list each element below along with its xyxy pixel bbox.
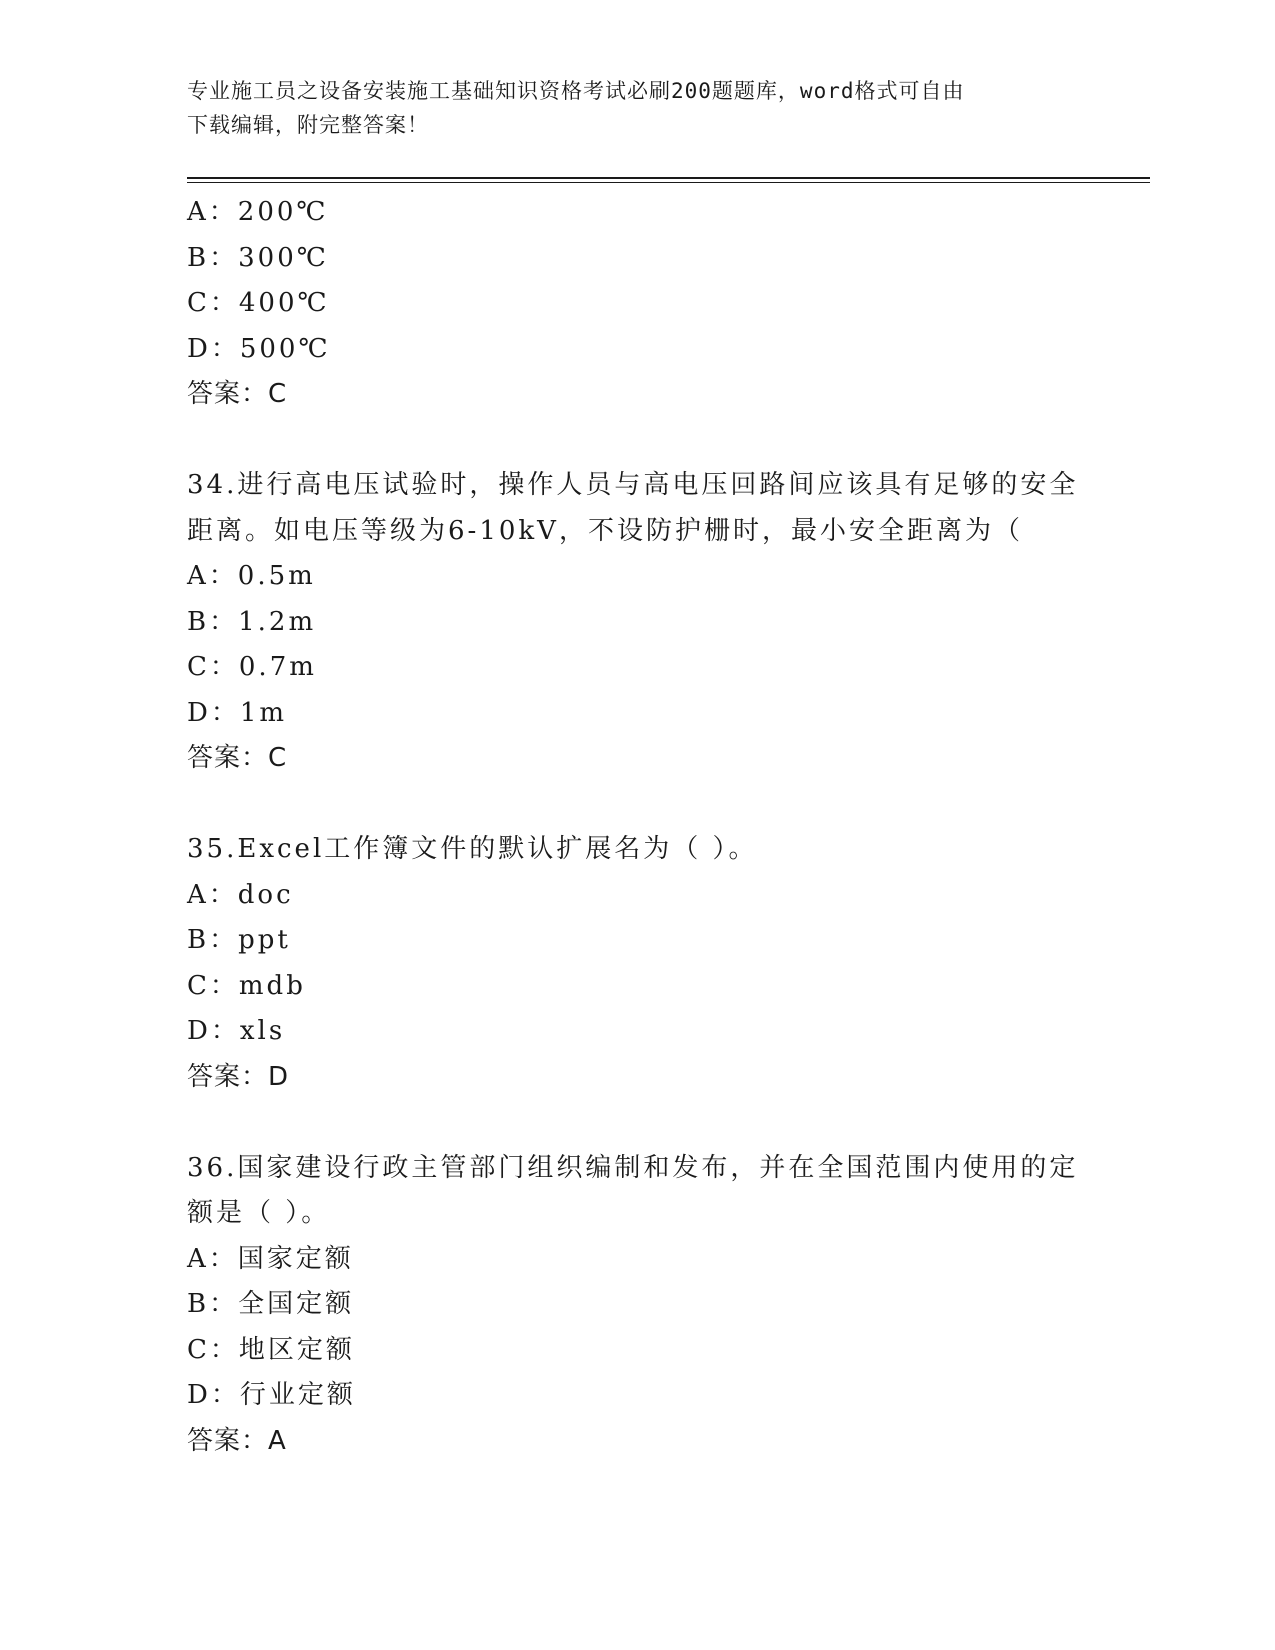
option-a: A：200℃ xyxy=(187,197,329,227)
option-b: B：1.2m xyxy=(187,606,317,637)
option-b: B：ppt xyxy=(187,925,291,955)
option-d: D：行业定额 xyxy=(187,1380,356,1410)
option-d: D：500℃ xyxy=(187,333,331,364)
answer-line: 答案：D xyxy=(187,1061,290,1092)
question-35 xyxy=(187,827,1087,1100)
option-c: C：0.7m xyxy=(187,652,317,682)
option-d: D：xls xyxy=(187,1016,286,1046)
header-line-1: 专业施工员之设备安装施工基础知识资格考试必刷200题题库，word格式可自由 xyxy=(187,79,965,103)
option-a: A：0.5m xyxy=(187,561,316,591)
question-34 xyxy=(187,463,1087,782)
spacer xyxy=(187,418,1087,464)
option-b: B：300℃ xyxy=(187,242,329,273)
option-c: C：400℃ xyxy=(187,288,330,318)
question-33 xyxy=(187,190,1087,418)
question-text-line-1: 34.进行高电压试验时，操作人员与高电压回路间应该具有足够的安全 xyxy=(187,470,1079,500)
answer-line: 答案：C xyxy=(187,743,288,773)
answer-line: 答案：C xyxy=(187,379,288,409)
document-header xyxy=(187,74,1087,142)
option-c: C：地区定额 xyxy=(187,1334,355,1365)
question-text-line-2: 额是（ ）。 xyxy=(187,1198,331,1228)
header-line-2: 下载编辑，附完整答案！ xyxy=(187,113,429,137)
option-a: A：doc xyxy=(187,879,294,910)
option-b: B：全国定额 xyxy=(187,1289,355,1319)
option-a: A：国家定额 xyxy=(187,1243,354,1274)
question-text-line-2: 距离。如电压等级为6-10kV，不设防护栅时，最小安全距离为（ xyxy=(187,515,1023,546)
spacer xyxy=(187,1100,1087,1146)
spacer xyxy=(187,782,1087,828)
question-text-line-1: 36.国家建设行政主管部门组织编制和发布，并在全国范围内使用的定 xyxy=(187,1152,1079,1183)
question-list xyxy=(187,190,1087,1464)
header-rule-thin xyxy=(187,182,1150,183)
header-rule-thick xyxy=(187,177,1150,179)
question-36 xyxy=(187,1146,1087,1465)
answer-line: 答案：A xyxy=(187,1425,287,1456)
option-d: D：1m xyxy=(187,697,288,728)
question-text-line-1: 35.Excel工作簿文件的默认扩展名为（ ）。 xyxy=(187,834,758,864)
option-c: C：mdb xyxy=(187,970,306,1001)
